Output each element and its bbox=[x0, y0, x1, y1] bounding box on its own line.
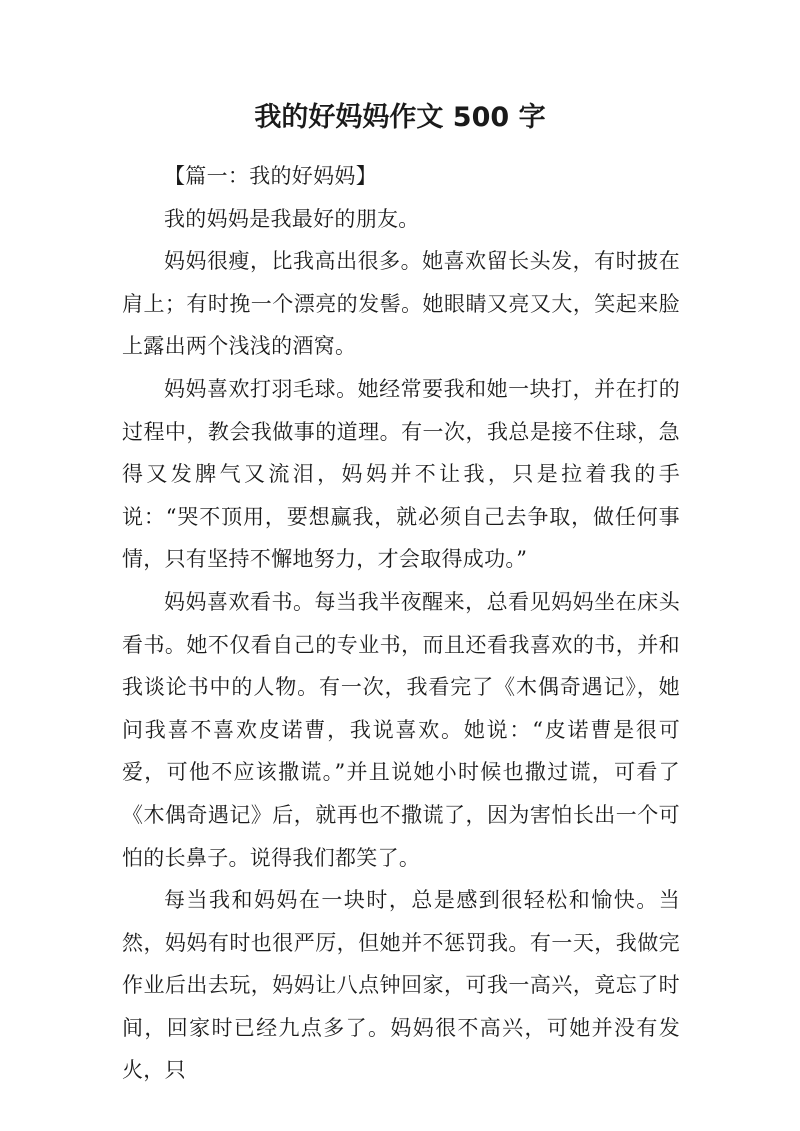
paragraph: 妈妈很瘦，比我高出很多。她喜欢留长头发，有时披在肩上；有时挽一个漂亮的发髻。她眼睛又亮又大，笑起来脸上露出两个浅浅的酒窝。 bbox=[122, 249, 680, 359]
paragraph: 每当我和妈妈在一块时，总是感到很轻松和愉快。当然，妈妈有时也很严厉，但她并不惩罚我。有一天，我做完作业后出去玩，妈妈让八点钟回家，可我一高兴，竟忘了时间，回家时已经九点多了。妈妈很不高兴，可她并没有发火，只 bbox=[122, 888, 680, 1083]
paragraph-section-heading: 【篇一：我的好妈妈】 bbox=[164, 164, 377, 188]
paragraph: 妈妈喜欢看书。每当我半夜醒来，总看见妈妈坐在床头看书。她不仅看自己的专业书，而且还看我喜欢的书，并和我谈论书中的人物。有一次，我看完了《木偶奇遇记》，她问我喜不喜欢皮诺曹，我说喜欢。她说：“皮诺曹是很可爱，可他不应该撒谎。”并且说她小时候也撒过谎，可看了《木偶奇遇记》后，就再也不撒谎了，因为害怕长出一个可怕的长鼻子。说得我们都笑了。 bbox=[122, 589, 680, 870]
paragraph: 我的妈妈是我最好的朋友。 bbox=[164, 206, 420, 231]
document-body bbox=[122, 155, 680, 1092]
paragraph: 妈妈喜欢打羽毛球。她经常要我和她一块打，并在打的过程中，教会我做事的道理。有一次，我总是接不住球，急得又发脾气又流泪，妈妈并不让我，只是拉着我的手说：“哭不顶用，要想赢我，就必须自己去争取，做任何事情，只有坚持不懈地努力，才会取得成功。” bbox=[122, 376, 680, 572]
document-title: 我的好妈妈作文 500 字 bbox=[254, 102, 546, 133]
